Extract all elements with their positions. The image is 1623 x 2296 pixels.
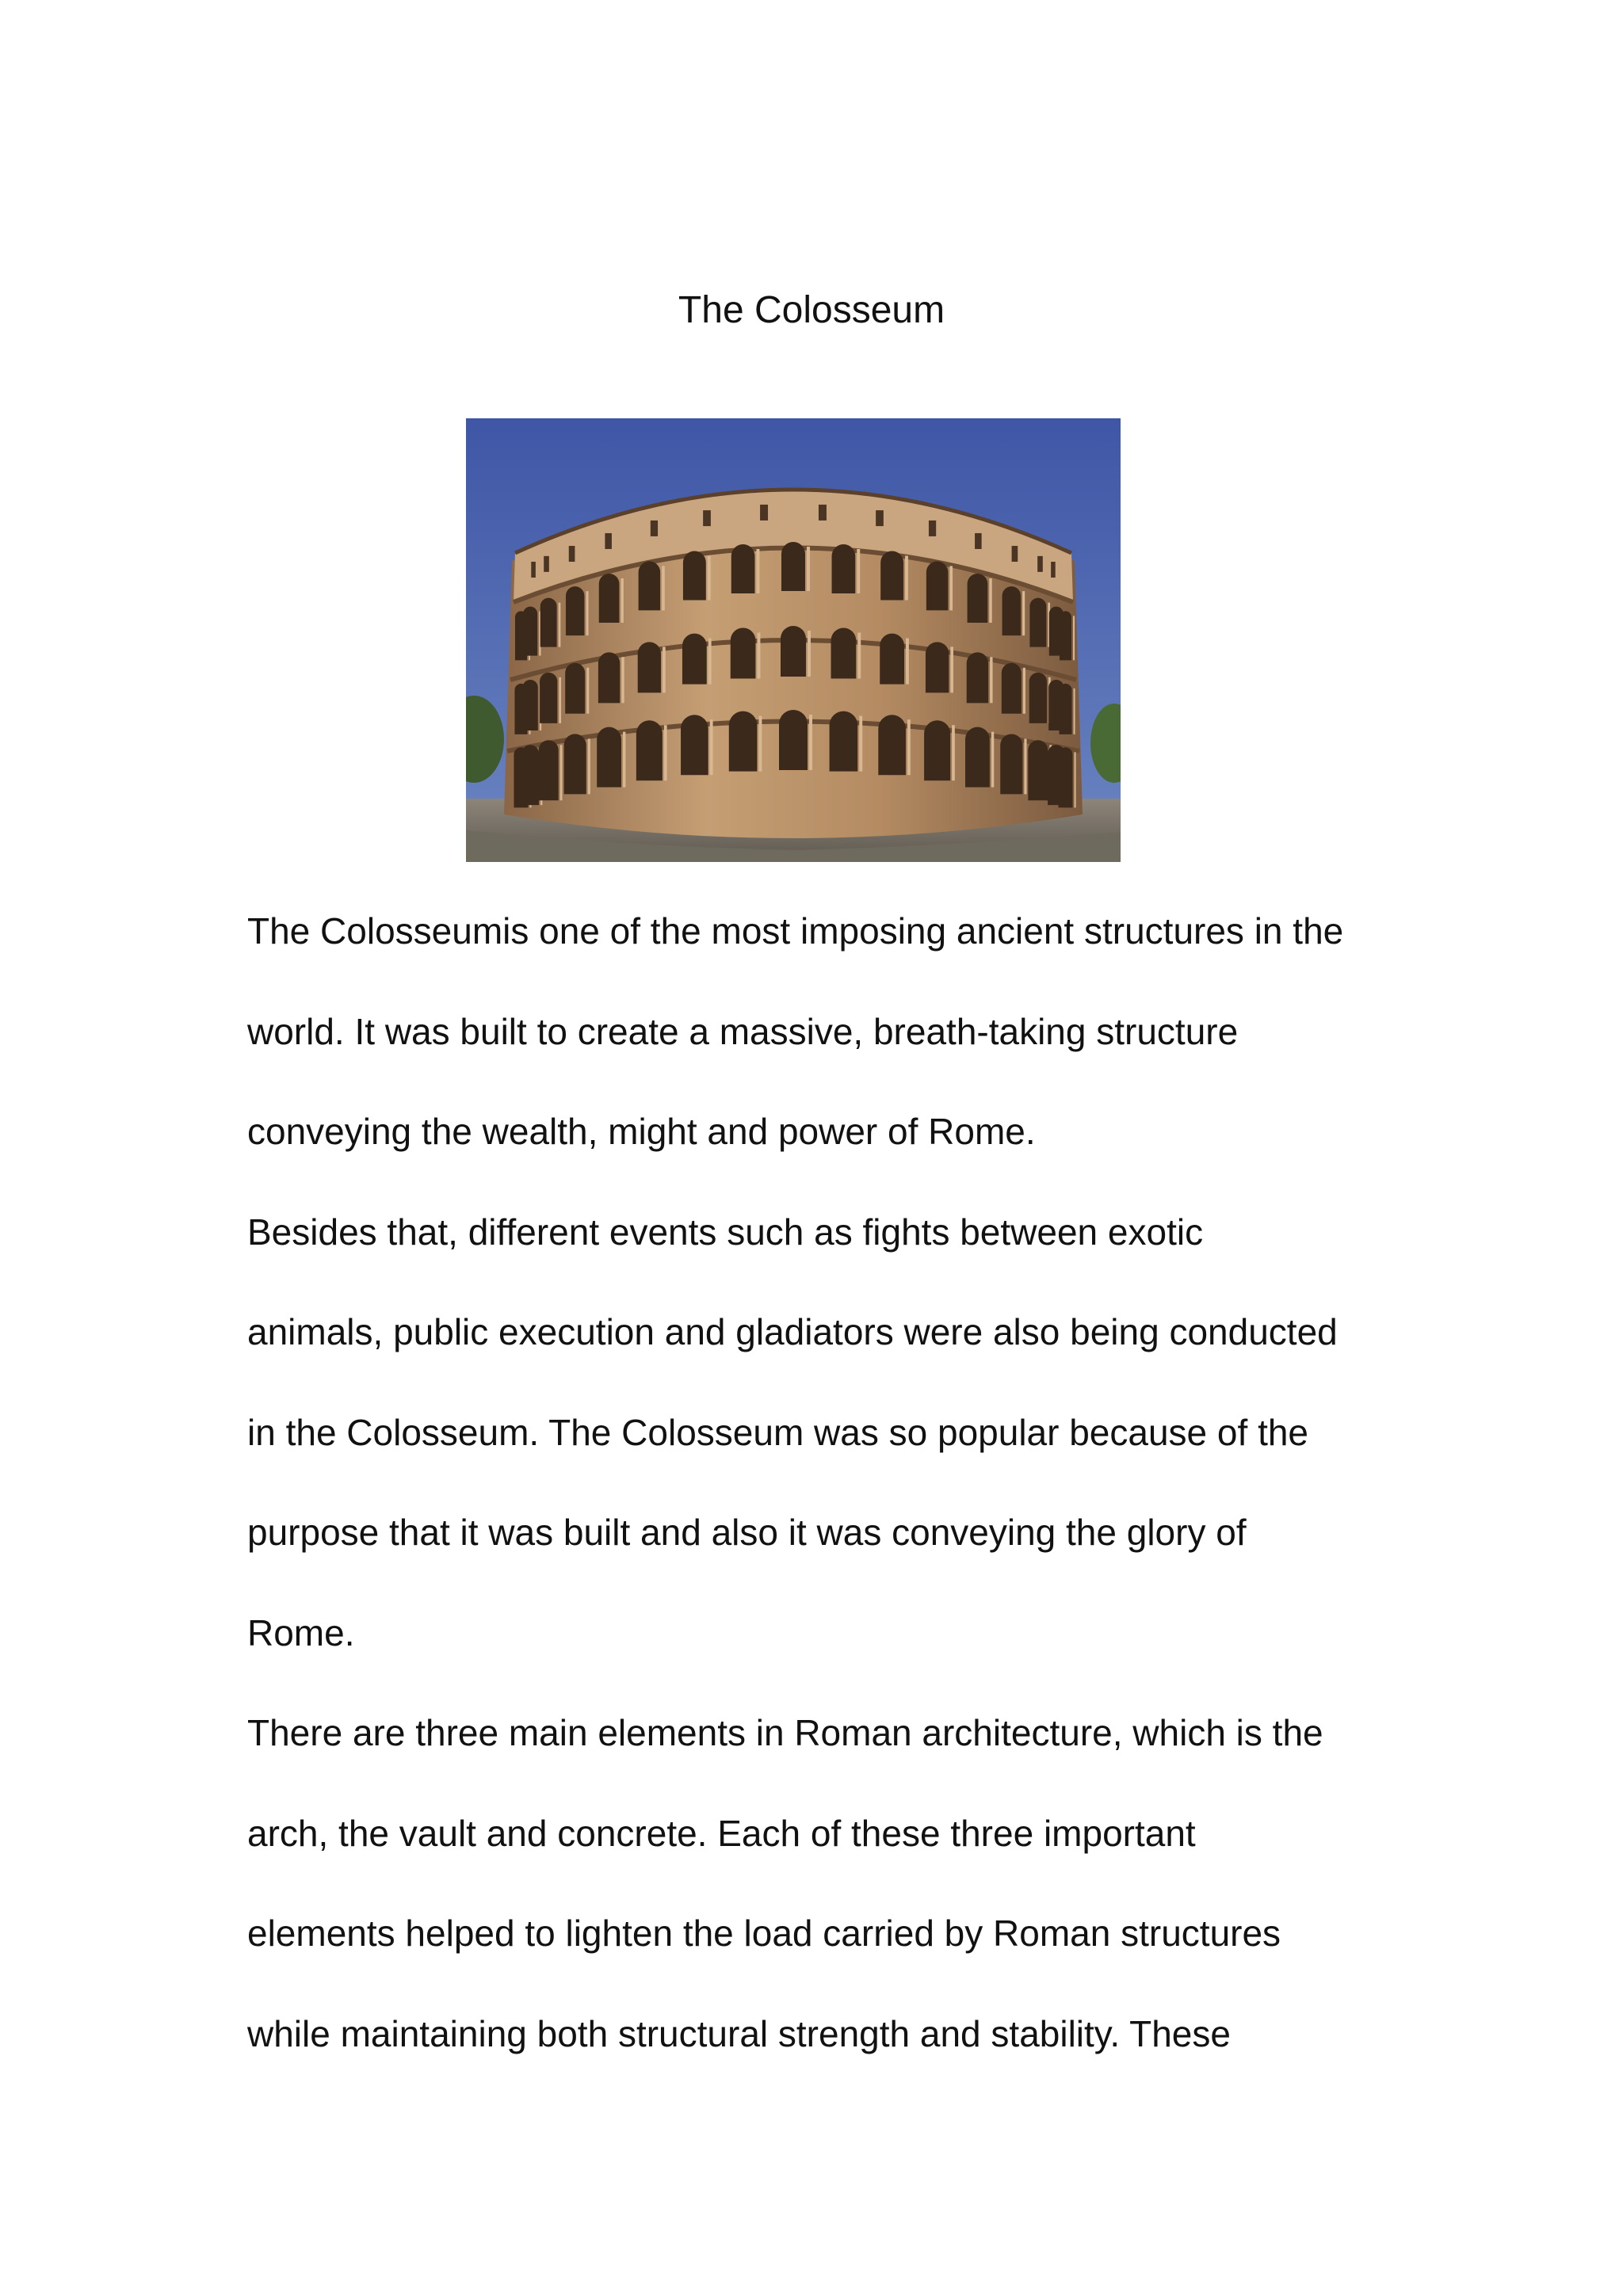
arch-opening xyxy=(564,734,586,794)
pilaster xyxy=(949,566,953,610)
arch-opening xyxy=(566,586,584,635)
attic-window xyxy=(531,562,536,578)
arch-opening xyxy=(1000,734,1022,794)
pilaster xyxy=(662,566,665,610)
pilaster xyxy=(809,715,812,770)
text-line: while maintaining both structural strength and stability. These xyxy=(247,2012,1231,2054)
arch-opening xyxy=(565,663,585,714)
text-line: conveying the wealth, might and power of Rome. xyxy=(247,1111,1036,1152)
pilaster xyxy=(621,657,624,703)
pilaster xyxy=(990,657,992,703)
arch-opening xyxy=(926,561,949,610)
arch-opening xyxy=(681,715,708,775)
arch-opening xyxy=(523,680,538,730)
arch-opening xyxy=(781,542,805,591)
attic-window xyxy=(1037,556,1043,572)
pilaster xyxy=(1074,688,1075,734)
pilaster xyxy=(807,547,810,591)
pilaster xyxy=(664,725,667,780)
pilaster xyxy=(907,719,911,775)
attic-window xyxy=(651,521,658,536)
arch-opening xyxy=(831,628,857,679)
arch-opening xyxy=(1002,663,1022,714)
paragraph xyxy=(247,903,1404,1204)
arch-opening xyxy=(683,551,706,601)
pilaster xyxy=(663,646,666,692)
pilaster xyxy=(808,631,811,677)
text-line: arch, the vault and concrete. Each of these three important xyxy=(247,1812,1196,1854)
pilaster xyxy=(1024,738,1026,794)
arch-opening xyxy=(830,711,858,772)
pilaster xyxy=(757,632,760,678)
pilaster xyxy=(623,732,625,788)
pilaster xyxy=(588,738,590,794)
page-title: The Colosseum xyxy=(678,289,945,331)
attic-window xyxy=(819,505,827,521)
attic-window xyxy=(1051,562,1056,578)
pilaster xyxy=(906,639,909,685)
text-line: world. It was built to create a massive, breath-taking structure xyxy=(247,1010,1239,1052)
arch-opening xyxy=(924,720,950,780)
pilaster xyxy=(1075,752,1076,807)
arch-opening xyxy=(639,561,661,610)
attic-window xyxy=(876,510,884,526)
arch-opening xyxy=(967,652,988,703)
body-text xyxy=(247,903,1404,2106)
text-line: in the Colosseum. The Colosseum was so popular because of the xyxy=(247,1411,1309,1453)
paragraph xyxy=(247,1204,1404,1706)
arch-opening xyxy=(731,627,756,678)
pilaster xyxy=(710,719,713,775)
arch-opening xyxy=(539,740,559,800)
text-line: There are three main elements in Roman architecture, which is the xyxy=(247,1712,1323,1753)
pilaster xyxy=(560,745,563,800)
pilaster xyxy=(756,549,759,593)
attic-window xyxy=(569,546,575,562)
attic-window xyxy=(703,510,711,526)
text-line: Besides that, different events such as fights between exotic xyxy=(247,1211,1204,1253)
colosseum-photo xyxy=(466,418,1121,862)
arch-opening xyxy=(636,720,663,780)
arch-opening xyxy=(880,634,904,685)
attic-window xyxy=(1012,546,1018,562)
arch-opening xyxy=(540,598,557,647)
attic-window xyxy=(605,533,612,549)
pilaster xyxy=(1073,616,1075,660)
pilaster xyxy=(586,668,589,714)
attic-window xyxy=(544,556,549,572)
pilaster xyxy=(859,716,862,772)
arch-opening xyxy=(926,642,949,692)
arch-opening xyxy=(540,673,557,723)
arch-opening xyxy=(1060,611,1071,660)
text-line: animals, public execution and gladiators were also being conducted xyxy=(247,1311,1338,1352)
text-line: elements helped to lighten the load carried by Roman structures xyxy=(247,1913,1281,1954)
arch-opening xyxy=(597,727,621,788)
arch-opening xyxy=(599,574,620,623)
arch-opening xyxy=(781,626,806,677)
arch-opening xyxy=(521,745,539,805)
pilaster xyxy=(708,639,712,685)
arch-opening xyxy=(1002,586,1021,635)
pilaster xyxy=(559,677,561,723)
arch-opening xyxy=(1060,684,1072,734)
pilaster xyxy=(559,603,561,647)
arch-opening xyxy=(832,544,856,593)
pilaster xyxy=(952,725,955,780)
arch-opening xyxy=(598,652,620,703)
pilaster xyxy=(621,578,623,623)
text-line: purpose that it was built and also it was conveying the glory of xyxy=(247,1512,1247,1553)
pilaster xyxy=(758,716,762,772)
pilaster xyxy=(586,591,588,635)
pilaster xyxy=(1022,591,1025,635)
arch-opening xyxy=(1029,598,1046,647)
text-line: The Colosseumis one of the most imposing ancient structures in the xyxy=(247,910,1344,952)
arch-opening xyxy=(682,634,707,685)
attic-window xyxy=(760,505,768,521)
pilaster xyxy=(950,646,953,692)
arch-opening xyxy=(523,607,537,656)
colosseum-illustration xyxy=(466,418,1121,862)
paragraph xyxy=(247,1705,1404,2106)
pilaster xyxy=(857,549,860,593)
arch-opening xyxy=(731,544,755,593)
pilaster xyxy=(708,556,711,601)
arch-opening xyxy=(729,711,758,772)
arch-opening xyxy=(638,642,661,692)
arch-opening xyxy=(880,551,903,601)
pilaster xyxy=(857,632,861,678)
text-line: Rome. xyxy=(247,1611,355,1653)
attic-window xyxy=(975,533,982,549)
pilaster xyxy=(989,578,991,623)
pilaster xyxy=(1023,668,1025,714)
attic-window xyxy=(929,521,936,536)
pilaster xyxy=(905,556,908,601)
arch-opening xyxy=(1059,747,1073,807)
arch-opening xyxy=(1029,673,1047,723)
arch-opening xyxy=(878,715,906,775)
arch-opening xyxy=(779,710,808,770)
pilaster xyxy=(991,732,994,788)
arch-opening xyxy=(1028,740,1048,800)
arch-opening xyxy=(968,574,988,623)
arch-opening xyxy=(965,727,990,788)
